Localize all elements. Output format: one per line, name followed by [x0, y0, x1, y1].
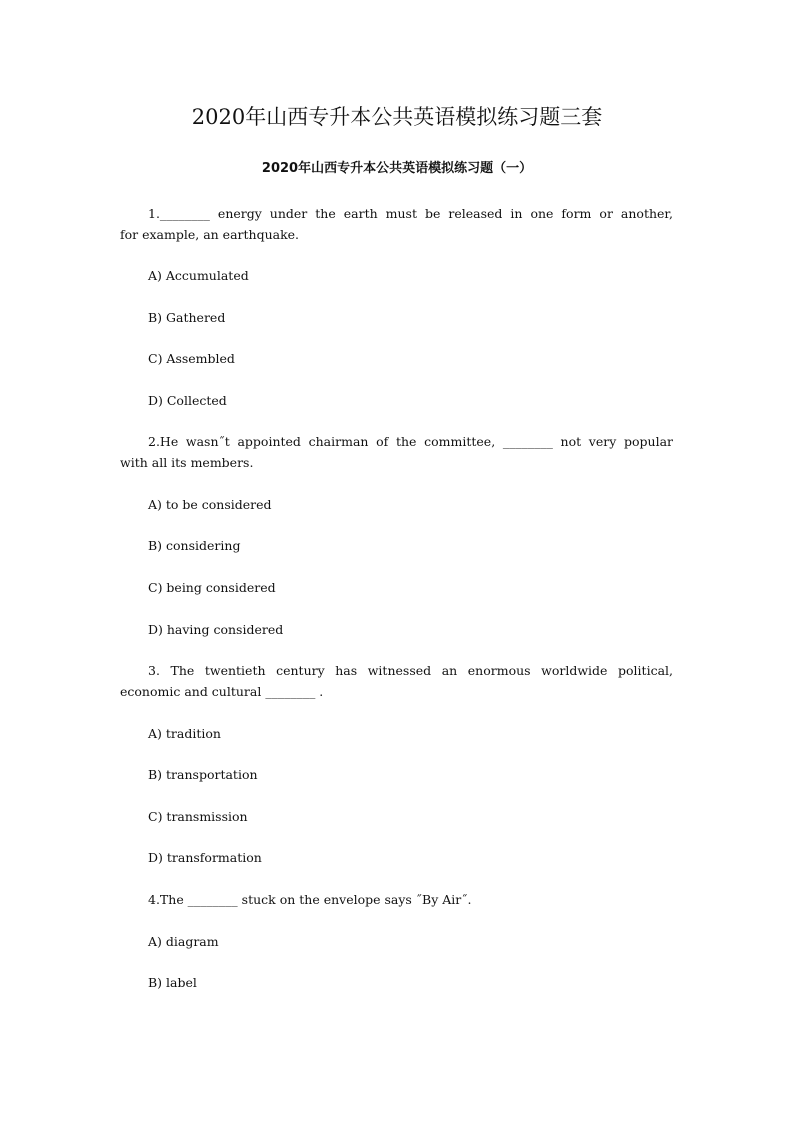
question-2-text-line-1: 2.He wasn˝t appointed chairman of the committee, ________ not very popular — [148, 434, 673, 449]
question-1-option-d: D) Collected — [148, 393, 227, 408]
document-title: 2020年山西专升本公共英语模拟练习题三套 — [191, 105, 603, 129]
question-4-option-b: B) label — [148, 975, 197, 990]
question-4-option-a: A) diagram — [148, 934, 219, 949]
question-2-option-c: C) being considered — [148, 580, 276, 595]
question-4-text-line-1: 4.The ________ stuck on the envelope says ˝By Air˝. — [148, 892, 472, 907]
question-3-text-line-1: 3. The twentieth century has witnessed an enormous worldwide political, — [148, 663, 673, 678]
question-1-text-line-1: 1.________ energy under the earth must be released in one form or another, — [148, 206, 673, 221]
question-2-option-d: D) having considered — [148, 622, 284, 637]
question-1-option-a: A) Accumulated — [148, 268, 249, 283]
question-2-option-a: A) to be considered — [148, 497, 272, 512]
question-1-option-b: B) Gathered — [148, 310, 226, 325]
question-1-text-line-2: for example, an earthquake. — [120, 227, 300, 242]
question-3-option-b: B) transportation — [148, 767, 258, 782]
question-3-option-d: D) transformation — [148, 850, 262, 865]
section-title: 2020年山西专升本公共英语模拟练习题（一） — [261, 161, 533, 176]
question-3-text-line-2: economic and cultural ________ . — [120, 684, 324, 699]
question-1-option-c: C) Assembled — [148, 351, 235, 366]
question-2-option-b: B) considering — [148, 538, 241, 553]
question-3-option-c: C) transmission — [148, 809, 248, 824]
question-3-option-a: A) tradition — [148, 726, 221, 741]
question-2-text-line-2: with all its members. — [120, 455, 254, 470]
